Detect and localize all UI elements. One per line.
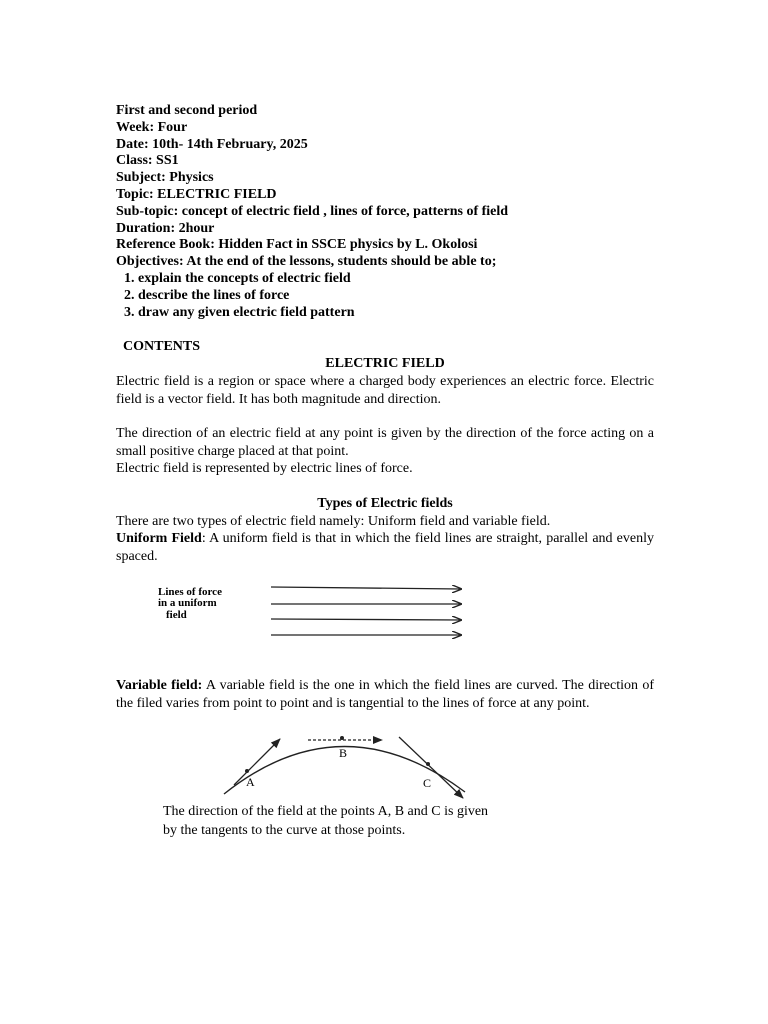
figure2-caption-line2: by the tangents to the curve at those points. <box>163 823 406 838</box>
point-b-label: B <box>339 746 348 760</box>
point-b-dot <box>340 736 344 740</box>
variable-field-figure <box>160 730 550 845</box>
date-line: Date: 10th- 14th February, 2025 <box>116 136 308 152</box>
objective-item: 2. describe the lines of force <box>124 287 290 303</box>
point-c-label: C <box>423 776 432 790</box>
variable-field-block <box>116 677 654 712</box>
lesson-note <box>116 103 654 565</box>
variable-field-term: Variable field: <box>116 678 203 693</box>
variable-field-paragraph <box>116 677 654 712</box>
uniform-field-paragraph <box>116 530 654 565</box>
section-title: ELECTRIC FIELD <box>325 356 445 372</box>
point-a-label: A <box>246 775 255 789</box>
uniform-field-term: Uniform Field <box>116 531 202 547</box>
field-line <box>271 587 461 589</box>
subject-line: Subject: Physics <box>116 170 214 186</box>
uniform-field-text: : A uniform field is that in which the field lines are straight, parallel and evenly spaced. <box>116 531 655 564</box>
contents-heading: CONTENTS <box>123 339 201 355</box>
definition-paragraph: Electric field is a region or space where a charged body experiences an electric force. Electric field is a vector field. It has both magnitude and direction. <box>116 374 654 407</box>
figure2-caption-line1: The direction of the field at the points A, B and C is given <box>163 804 489 819</box>
duration-line: Duration: 2hour <box>116 220 215 236</box>
point-a-dot <box>245 769 249 773</box>
tangent-arrow-a <box>234 739 280 785</box>
figure1-label-line3: field <box>166 609 187 621</box>
uniform-field-figure <box>116 578 476 650</box>
subtopic-line: Sub-topic: concept of electric field , lines of force, patterns of field <box>116 203 509 219</box>
reference-line: Reference Book: Hidden Fact in SSCE physics by L. Okolosi <box>116 237 478 253</box>
figure1-label-line1: Lines of force <box>158 586 222 598</box>
objectives-line: Objectives: At the end of the lessons, students should be able to; <box>116 254 497 270</box>
objective-item: 3. draw any given electric field pattern <box>124 304 355 320</box>
variable-field-text: A variable field is the one in which the field lines are curved. The direction of the filed varies from point to point and is tangential to the lines of force at any point. <box>116 678 654 711</box>
representation-paragraph: Electric field is represented by electric lines of force. <box>116 461 413 477</box>
types-intro: There are two types of electric field namely: Uniform field and variable field. <box>116 513 551 529</box>
period-line: First and second period <box>116 103 258 118</box>
week-line: Week: Four <box>116 119 188 135</box>
field-line <box>271 619 461 620</box>
point-c-dot <box>426 762 430 766</box>
types-heading: Types of Electric fields <box>317 495 453 511</box>
direction-paragraph: The direction of an electric field at any point is given by the direction of the force acting on a small positive charge placed at that point. <box>116 426 654 459</box>
figure1-label-line2: in a uniform <box>158 597 217 609</box>
objective-item: 1. explain the concepts of electric field <box>124 270 351 286</box>
class-line: Class: SS1 <box>116 153 179 169</box>
topic-line: Topic: ELECTRIC FIELD <box>116 186 277 202</box>
